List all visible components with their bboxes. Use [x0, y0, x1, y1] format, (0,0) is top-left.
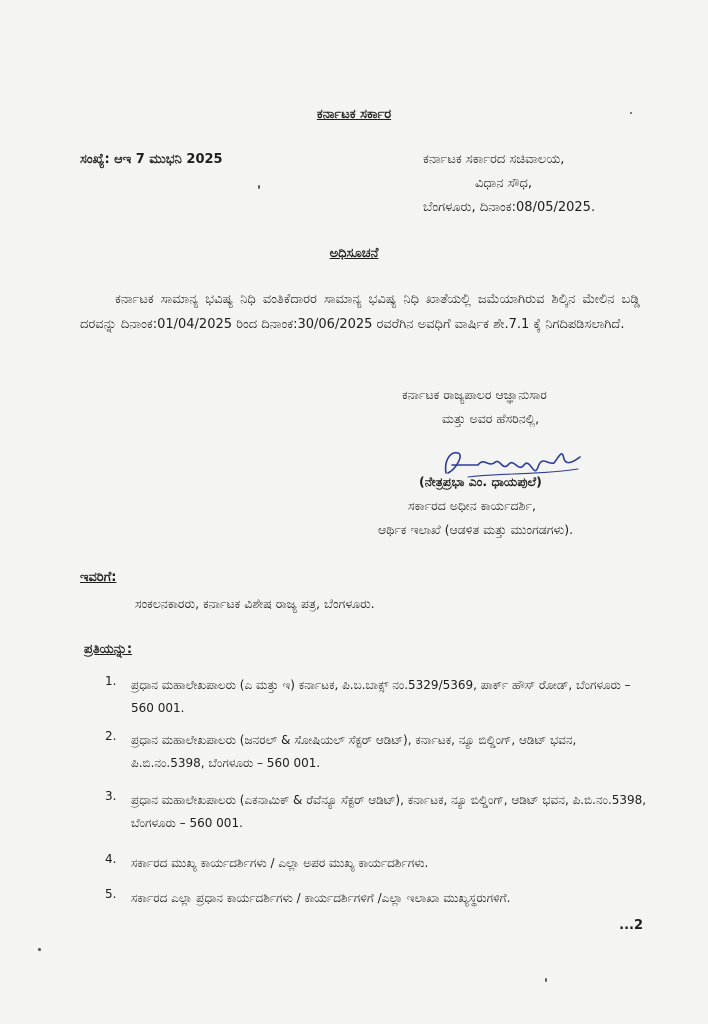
- list-item-number: 2.: [105, 729, 117, 743]
- copies-label: ಪ್ರತಿಯನ್ನು:: [84, 642, 133, 657]
- signatory-department: ಆರ್ಥಿಕ ಇಲಾಖೆ (ಆಡಳಿತ ಮತ್ತು ಮುಂಗಡಗಳು).: [378, 522, 574, 537]
- office-date-line: ಬೆಂಗಳೂರು, ದಿನಾಂಕ:08/05/2025.: [423, 200, 596, 215]
- list-item-number: 4.: [105, 852, 117, 866]
- list-item-text: ಪ್ರಧಾನ ಮಹಾಲೇಖಪಾಲರು (ಎ ಮತ್ತು ಇ) ಕರ್ನಾಟಕ, ಪಿ.ಬ.ಬಾಕ್ಸ್ ನಂ.5329/5369, ಪಾರ್ಕ್ ಹೌಸ್ ರೋಡ್, ಬೆಂಗಳೂರು – 560 001.: [131, 678, 631, 715]
- office-line-2: ವಿಧಾನ ಸೌಧ,: [475, 176, 533, 191]
- list-item-text: ಸರ್ಕಾರದ ಮುಖ್ಯ ಕಾರ್ಯದರ್ಶಿಗಳು / ಎಲ್ಲಾ ಅಪರ ಮುಖ್ಯ ಕಾರ್ಯದರ್ಶಿಗಳು.: [131, 856, 429, 870]
- notification-body: ಕರ್ನಾಟಕ ಸಾಮಾನ್ಯ ಭವಿಷ್ಯ ನಿಧಿ ವಂತಿಕೆದಾರರ ಸಾಮಾನ್ಯ ಭವಿಷ್ಯ ನಿಧಿ ಖಾತೆಯಲ್ಲಿ ಜಮೆಯಾಗಿರುವ ಶಿಲ್ಕಿನ ಮೇಲಿನ ಬಡ್ಡಿ ದರವನ್ನು ದಿನಾಂಕ:01/04/2025 ರಿಂದ ದಿನಾಂಕ:30/06/2025 ರವರೆಗಿನ ಅವಧಿಗೆ ವಾರ್ಷಿಕ ಶೇ.7.1 ಕ್ಕೆ ನಿಗದಿಪಡಿಸಲಾಗಿದೆ.: [80, 292, 640, 332]
- scan-speck: [38, 948, 41, 951]
- reference-number: ಸಂಖ್ಯೆ: ಆಇ 7 ಮುಭನಿ 2025: [80, 152, 223, 167]
- list-item-text: ಸರ್ಕಾರದ ಎಲ್ಲಾ ಪ್ರಧಾನ ಕಾರ್ಯದರ್ಶಿಗಳು / ಕಾರ್ಯದರ್ಶಿಗಳಿಗೆ /ಎಲ್ಲಾ ಇಲಾಖಾ ಮುಖ್ಯಸ್ಥರುಗಳಿಗೆ.: [131, 891, 511, 905]
- list-item-number: 5.: [105, 887, 117, 901]
- signature-line-2: ಮತ್ತು ಅವರ ಹೆಸರಿನಲ್ಲಿ,: [442, 411, 540, 426]
- scan-speck: [545, 978, 547, 982]
- signatory-designation: ಸರ್ಕಾರದ ಅಧೀನ ಕಾರ್ಯದರ್ಶಿ,: [408, 498, 536, 513]
- scan-speck: [258, 185, 260, 189]
- notification-heading: ಅಧಿಸೂಚನೆ: [329, 246, 379, 261]
- list-item-number: 1.: [105, 674, 117, 688]
- page-number: ...2: [619, 918, 643, 933]
- office-line-1: ಕರ್ನಾಟಕ ಸರ್ಕಾರದ ಸಚಿವಾಲಯ,: [423, 152, 565, 167]
- government-title: ಕರ್ನಾಟಕ ಸರ್ಕಾರ: [316, 107, 392, 122]
- signature-line-1: ಕರ್ನಾಟಕ ರಾಜ್ಯಪಾಲರ ಆಜ್ಞಾನುಸಾರ: [402, 387, 547, 402]
- recipient-line: ಸಂಕಲನಕಾರರು, ಕರ್ನಾಟಕ ವಿಶೇಷ ರಾಜ್ಯ ಪತ್ರ, ಬೆಂಗಳೂರು.: [135, 596, 375, 611]
- list-item-text: ಪ್ರಧಾನ ಮಹಾಲೇಖಪಾಲರು (ಜನರಲ್ & ಸೋಷಿಯಲ್ ಸೆಕ್ಟರ್ ಆಡಿಟ್), ಕರ್ನಾಟಕ, ನ್ಯೂ ಬಿಲ್ಡಿಂಗ್, ಆಡಿಟ್ ಭವನ, ಪಿ.ಬಿ.ನಂ.5398, ಬೆಂಗಳೂರು – 560 001.: [131, 733, 577, 770]
- signatory-name: (ನೇತ್ರಪ್ರಭಾ ಎಂ. ಧಾಯಪುಲೆ): [419, 474, 542, 489]
- scan-speck: [630, 112, 632, 114]
- list-item-text: ಪ್ರಧಾನ ಮಹಾಲೇಖಪಾಲರು (ಎಕನಾಮಿಕ್ & ರೆವೆನ್ಯೂ ಸೆಕ್ಟರ್ ಆಡಿಟ್), ಕರ್ನಾಟಕ, ನ್ಯೂ ಬಿಲ್ಡಿಂಗ್, ಆಡಿಟ್ ಭವನ, ಪಿ.ಬಿ.ನಂ.5398, ಬೆಂಗಳೂರು – 560 001.: [131, 793, 647, 830]
- recipient-label: ಇವರಿಗೆ:: [80, 570, 117, 585]
- list-item-number: 3.: [105, 789, 117, 803]
